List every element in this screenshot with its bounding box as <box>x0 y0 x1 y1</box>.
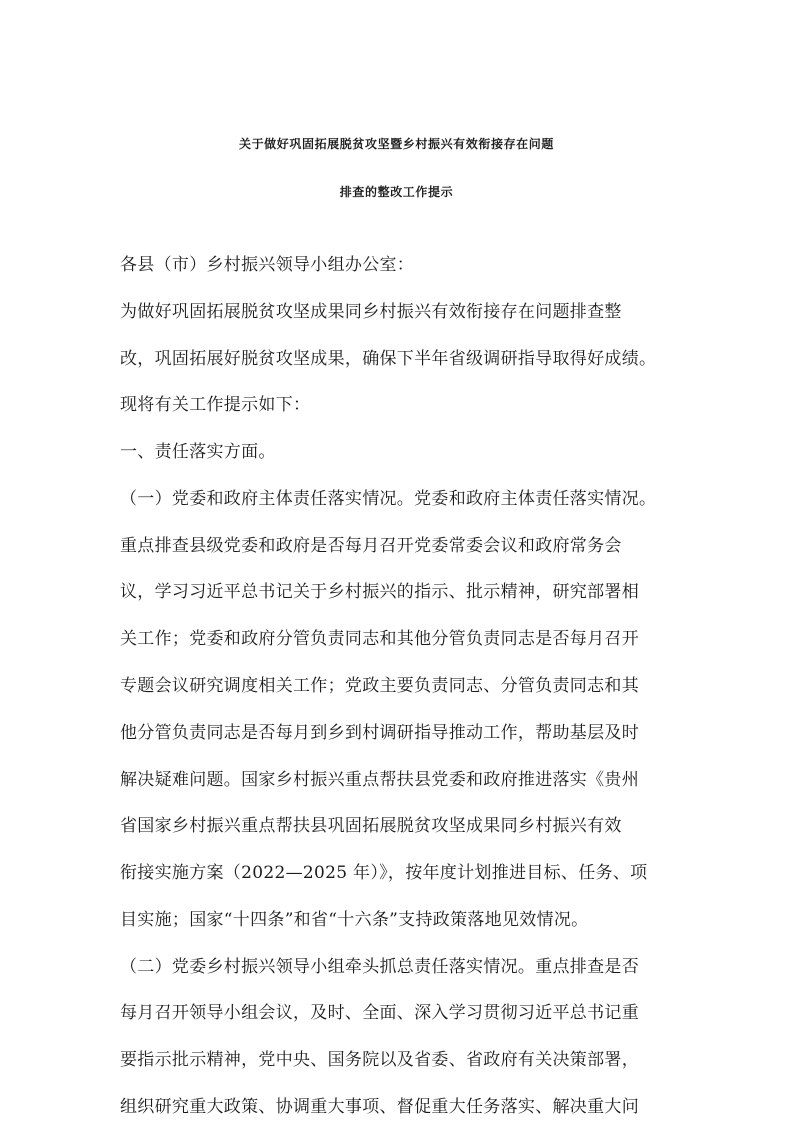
body-line: 他分管负责同志是否每月到乡到村调研指导推动工作，帮助基层及时 <box>120 723 639 743</box>
subsection-heading: （二）党委乡村振兴领导小组牵头抓总责任落实情况。重点排查是否 <box>120 957 639 977</box>
salutation: 各县（市）乡村振兴领导小组办公室： <box>120 255 415 275</box>
body-line: 改，巩固拓展好脱贫攻坚成果，确保下半年省级调研指导取得好成绩。 <box>120 349 657 369</box>
body-line: 衔接实施方案（2022—2025 年）》，按年度计划推进目标、任务、项 <box>120 863 648 883</box>
body-line: 目实施；国家“十四条”和省“十六条”支持政策落地见效情况。 <box>120 910 589 930</box>
body-line: 专题会议研究调度相关工作；党政主要负责同志、分管负责同志和其 <box>120 676 639 696</box>
body-line: 现将有关工作提示如下： <box>120 395 311 415</box>
body-line: 组织研究重大政策、协调重大事项、督促重大任务落实、解决重大问 <box>120 1097 639 1117</box>
body-line: 重点排查县级党委和政府是否每月召开党委常委会议和政府常务会 <box>120 536 622 556</box>
body-line: 每月召开领导小组会议，及时、全面、深入学习贯彻习近平总书记重 <box>120 1003 639 1023</box>
body-line: 省国家乡村振兴重点帮扶县巩固拓展脱贫攻坚成果同乡村振兴有效 <box>120 816 622 836</box>
document-title-line-2: 排查的整改工作提示 <box>339 185 454 199</box>
body-line: 为做好巩固拓展脱贫攻坚成果同乡村振兴有效衔接存在问题排查整 <box>120 302 622 322</box>
body-line: 议，学习习近平总书记关于乡村振兴的指示、批示精神，研究部署相 <box>120 582 639 602</box>
body-line: 要指示批示精神，党中央、国务院以及省委、省政府有关决策部署， <box>120 1050 639 1070</box>
body-line: 关工作；党委和政府分管负责同志和其他分管负责同志是否每月召开 <box>120 629 639 649</box>
document-title-line-1: 关于做好巩固拓展脱贫攻坚暨乡村振兴有效衔接存在问题 <box>238 137 554 151</box>
subsection-heading: （一）党委和政府主体责任落实情况。党委和政府主体责任落实情况。 <box>120 489 657 509</box>
section-heading: 一、责任落实方面。 <box>120 442 276 462</box>
body-line: 解决疑难问题。国家乡村振兴重点帮扶县党委和政府推进落实《贵州 <box>120 770 639 790</box>
